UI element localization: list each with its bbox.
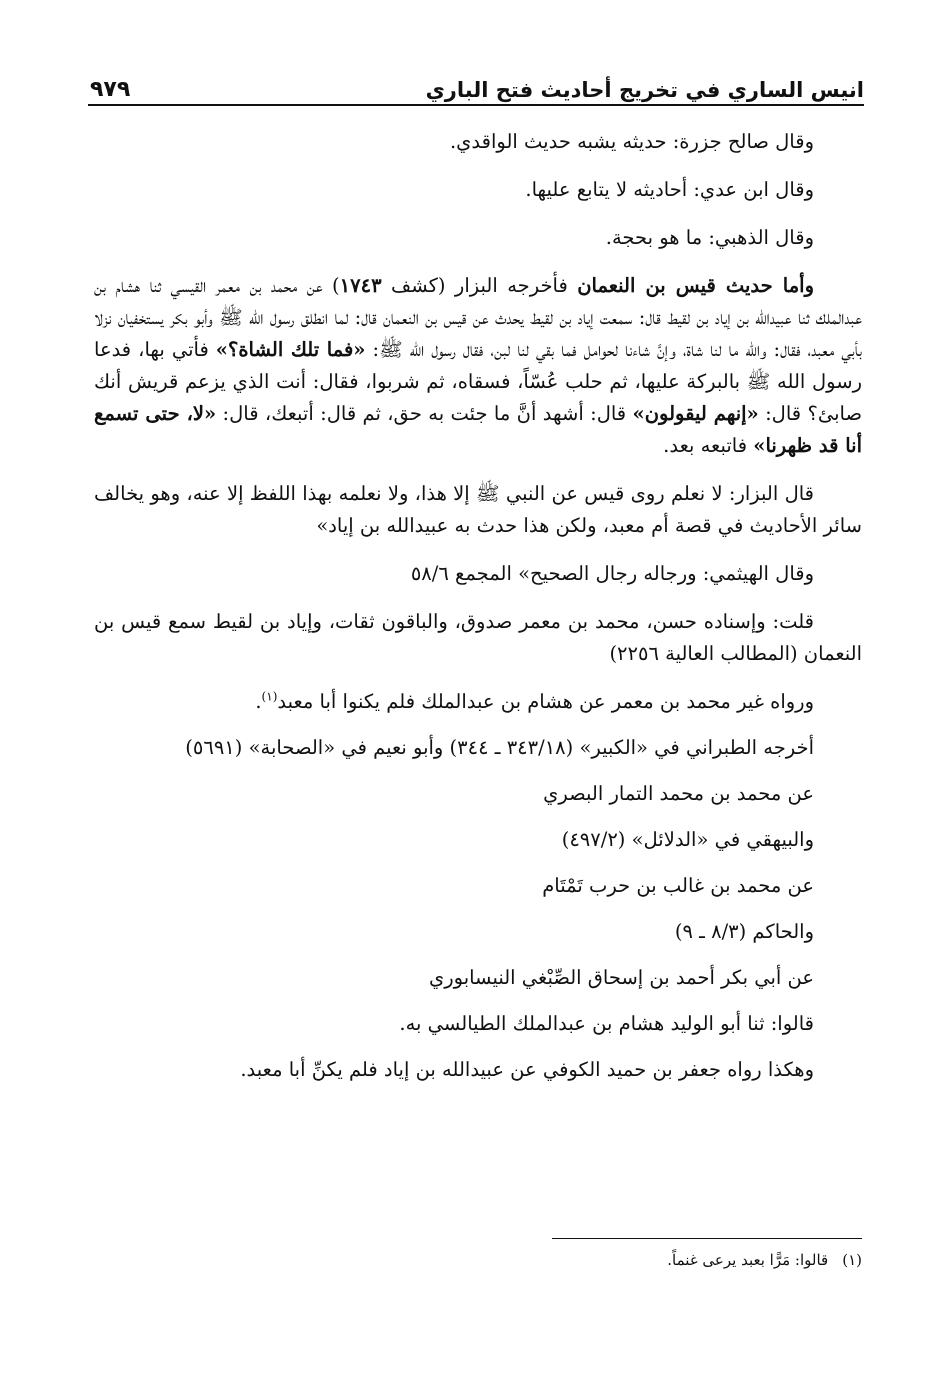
page-header [90,62,864,102]
kashf-number: ١٧٤٣ [339,274,382,297]
prophet-quote: «فما تلك الشاة؟» [215,338,366,361]
paragraph-saleh-jazara: وقال صالح جزرة: حديثه يشبه حديث الواقدي. [449,130,814,153]
hadith-heading: وأما حديث قيس بن النعمان [577,274,814,297]
hadith-text: فأخرجه البزار (كشف [381,274,578,297]
prophet-quote: «إنهم ليقولون» [632,402,759,425]
narration-text: ورواه غير محمد بن معمر عن هشام بن عبدالملك فلم يكنوا أبا معبد [277,690,814,713]
paragraph-chain-tamtam: عن محمد بن غالب بن حرب تَمْتَام [542,874,814,897]
paragraph-haythami: وقال الهيثمي: ورجاله رجال الصحيح» المجمع ٥٨/٦ [410,562,814,585]
running-title: انيس الساري في تخريج أحاديث فتح الباري [425,78,864,102]
paragraph-qalu: قالوا: ثنا أبو الوليد هشام بن عبدالملك الطيالسي به. [399,1012,814,1035]
paragraph-hakim: والحاكم (٨/٣ ـ ٩) [674,920,814,943]
narration-end: . [255,690,262,713]
paragraph-other-narration [94,686,862,718]
footnote-number: (١) [842,1251,862,1269]
paragraph-jafar: وهكذا رواه جعفر بن حميد الكوفي عن عبيدالله بن إياد فلم يكنِّ أبا معبد. [240,1058,814,1081]
paragraph-hadith-qays [94,270,862,462]
paragraph-chain-tammar: عن محمد بن محمد التمار البصري [543,782,814,805]
footnote-marker: (١) [261,689,278,704]
paragraph-chain-sibghi: عن أبي بكر أحمد بن إسحاق الصِّبْغي النيسابوري [428,966,814,989]
paragraph-bazzar-comment: قال البزار: لا نعلم روى قيس عن النبي ﷺ إلا هذا، ولا نعلمه بهذا اللفظ إلا عنه، وهو يخالف سائر الأحاديث في قصة أم معبد، ولكن هذا حدث به عبيدالله بن إياد» [94,482,862,537]
footnote [94,1248,862,1272]
hadith-text: قال: أشهد أنَّ ما جئت به حق، ثم قال: أتبعك، قال: [216,402,633,425]
paragraph-dhahabi: وقال الذهبي: ما هو بحجة. [605,226,814,249]
page-number: ٩٧٩ [90,77,131,102]
paragraph-ibn-adi: وقال ابن عدي: أحاديثه لا يتابع عليها. [525,178,814,201]
footnote-rule [552,1238,862,1239]
hadith-text: فاتبعه بعد. [663,434,754,457]
paragraph-bayhaqi: والبيهقي في «الدلائل» (٤٩٧/٢) [561,828,814,851]
paragraph-tabarani: أخرجه الطبراني في «الكبير» (٣٤٣/١٨ ـ ٣٤٤) وأبو نعيم في «الصحابة» (٥٦٩١) [185,736,814,759]
prophet-quote: «لا، حتى تسمع أنا قد ظهرنا» [94,402,862,457]
main-text [94,126,862,1086]
hadith-text: فأتي بها، فدعا رسول الله ﷺ بالبركة عليها، ثم حلب عُسّاً، فسقاه، ثم شربوا، فقال: أنت الذي يزعم قريش أنك صابئ؟ قال: [94,338,863,425]
header-rule [88,104,864,106]
paragraph-author-note: قلت: وإسناده حسن، محمد بن معمر صدوق، والباقون ثقات، وإياد بن لقيط سمع قيس بن النعمان (المطالب العالية ٢٢٥٦) [94,610,862,665]
hadith-text: ) عن محمد بن معمر القيسي ثنا هشام بن عبدالملك ثنا عبيدالله بن إياد بن لقيط قال: سمعت إياد بن لقيط يحدث عن قيس بن النعمان قال: لما انطلق رسول الله ﷺ وأبو بكر يستخفيان نزلا بأبي معبد، فقال: والله ما لنا شاة، وإنَّ شاءنا لحوامل فما بقي لنا لبن، فقال رسول الله ﷺ: [94,274,862,361]
footnote-text: قالوا: مَرًّا بعبد يرعى غنماً. [667,1251,829,1269]
